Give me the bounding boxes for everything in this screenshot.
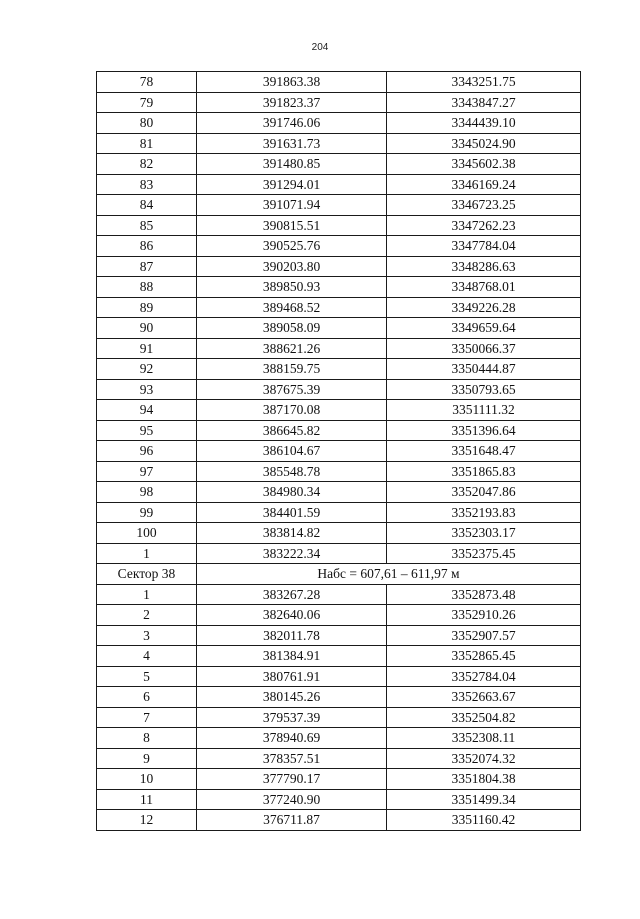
x-coordinate: 388621.26 [197, 338, 387, 359]
x-coordinate: 378940.69 [197, 728, 387, 749]
table-row [97, 400, 581, 421]
x-coordinate: 390525.76 [197, 236, 387, 257]
point-number: 83 [97, 174, 197, 195]
point-number: 8 [97, 728, 197, 749]
x-coordinate: 382011.78 [197, 625, 387, 646]
x-coordinate: 382640.06 [197, 605, 387, 626]
point-number: 84 [97, 195, 197, 216]
table-row [97, 687, 581, 708]
y-coordinate: 3351160.42 [387, 810, 581, 831]
y-coordinate: 3352910.26 [387, 605, 581, 626]
y-coordinate: 3345602.38 [387, 154, 581, 175]
y-coordinate: 3346169.24 [387, 174, 581, 195]
table-row [97, 543, 581, 564]
table-row [97, 338, 581, 359]
table-row [97, 728, 581, 749]
point-number: 95 [97, 420, 197, 441]
x-coordinate: 387675.39 [197, 379, 387, 400]
point-number: 78 [97, 72, 197, 93]
y-coordinate: 3343847.27 [387, 92, 581, 113]
point-number: 91 [97, 338, 197, 359]
y-coordinate: 3348286.63 [387, 256, 581, 277]
sector-height-range: Набс = 607,61 – 611,97 м [197, 564, 581, 585]
table-row [97, 769, 581, 790]
coordinates-table-body [97, 72, 581, 831]
point-number: 81 [97, 133, 197, 154]
point-number: 1 [97, 543, 197, 564]
coordinates-table [96, 71, 581, 831]
x-coordinate: 391294.01 [197, 174, 387, 195]
point-number: 87 [97, 256, 197, 277]
y-coordinate: 3352873.48 [387, 584, 581, 605]
point-number: 7 [97, 707, 197, 728]
y-coordinate: 3350444.87 [387, 359, 581, 380]
point-number: 12 [97, 810, 197, 831]
table-row [97, 318, 581, 339]
table-row [97, 666, 581, 687]
y-coordinate: 3345024.90 [387, 133, 581, 154]
table-row [97, 195, 581, 216]
table-row [97, 174, 581, 195]
y-coordinate: 3350066.37 [387, 338, 581, 359]
table-row [97, 113, 581, 134]
x-coordinate: 386645.82 [197, 420, 387, 441]
y-coordinate: 3351499.34 [387, 789, 581, 810]
x-coordinate: 391631.73 [197, 133, 387, 154]
point-number: 100 [97, 523, 197, 544]
table-row [97, 277, 581, 298]
y-coordinate: 3347262.23 [387, 215, 581, 236]
table-row [97, 297, 581, 318]
x-coordinate: 389850.93 [197, 277, 387, 298]
point-number: 80 [97, 113, 197, 134]
y-coordinate: 3352308.11 [387, 728, 581, 749]
y-coordinate: 3351804.38 [387, 769, 581, 790]
x-coordinate: 388159.75 [197, 359, 387, 380]
table-row [97, 461, 581, 482]
x-coordinate: 384401.59 [197, 502, 387, 523]
point-number: 98 [97, 482, 197, 503]
x-coordinate: 378357.51 [197, 748, 387, 769]
point-number: 94 [97, 400, 197, 421]
point-number: 92 [97, 359, 197, 380]
y-coordinate: 3352907.57 [387, 625, 581, 646]
table-row [97, 92, 581, 113]
x-coordinate: 376711.87 [197, 810, 387, 831]
sector-header-row [97, 564, 581, 585]
table-row [97, 605, 581, 626]
table-row [97, 256, 581, 277]
point-number: 96 [97, 441, 197, 462]
y-coordinate: 3352504.82 [387, 707, 581, 728]
table-row [97, 707, 581, 728]
point-number: 88 [97, 277, 197, 298]
y-coordinate: 3351865.83 [387, 461, 581, 482]
point-number: 85 [97, 215, 197, 236]
x-coordinate: 391746.06 [197, 113, 387, 134]
x-coordinate: 386104.67 [197, 441, 387, 462]
x-coordinate: 381384.91 [197, 646, 387, 667]
table-row [97, 72, 581, 93]
table-row [97, 584, 581, 605]
table-row [97, 810, 581, 831]
x-coordinate: 389058.09 [197, 318, 387, 339]
table-row [97, 236, 581, 257]
y-coordinate: 3352193.83 [387, 502, 581, 523]
x-coordinate: 379537.39 [197, 707, 387, 728]
sector-label: Сектор 38 [97, 564, 197, 585]
point-number: 79 [97, 92, 197, 113]
x-coordinate: 385548.78 [197, 461, 387, 482]
x-coordinate: 390815.51 [197, 215, 387, 236]
y-coordinate: 3352047.86 [387, 482, 581, 503]
x-coordinate: 383222.34 [197, 543, 387, 564]
x-coordinate: 389468.52 [197, 297, 387, 318]
y-coordinate: 3348768.01 [387, 277, 581, 298]
x-coordinate: 391863.38 [197, 72, 387, 93]
y-coordinate: 3352375.45 [387, 543, 581, 564]
point-number: 89 [97, 297, 197, 318]
point-number: 11 [97, 789, 197, 810]
point-number: 4 [97, 646, 197, 667]
table-row [97, 748, 581, 769]
table-row [97, 154, 581, 175]
x-coordinate: 377790.17 [197, 769, 387, 790]
table-row [97, 646, 581, 667]
y-coordinate: 3351111.32 [387, 400, 581, 421]
table-row [97, 625, 581, 646]
y-coordinate: 3343251.75 [387, 72, 581, 93]
point-number: 99 [97, 502, 197, 523]
x-coordinate: 383814.82 [197, 523, 387, 544]
point-number: 2 [97, 605, 197, 626]
x-coordinate: 383267.28 [197, 584, 387, 605]
table-row [97, 133, 581, 154]
y-coordinate: 3347784.04 [387, 236, 581, 257]
table-row [97, 482, 581, 503]
table-row [97, 379, 581, 400]
table-row [97, 359, 581, 380]
point-number: 6 [97, 687, 197, 708]
table-row [97, 441, 581, 462]
y-coordinate: 3352074.32 [387, 748, 581, 769]
point-number: 93 [97, 379, 197, 400]
point-number: 90 [97, 318, 197, 339]
y-coordinate: 3352865.45 [387, 646, 581, 667]
page-number: 204 [311, 42, 329, 53]
y-coordinate: 3351396.64 [387, 420, 581, 441]
y-coordinate: 3352663.67 [387, 687, 581, 708]
x-coordinate: 380145.26 [197, 687, 387, 708]
y-coordinate: 3350793.65 [387, 379, 581, 400]
y-coordinate: 3349659.64 [387, 318, 581, 339]
y-coordinate: 3344439.10 [387, 113, 581, 134]
point-number: 9 [97, 748, 197, 769]
point-number: 97 [97, 461, 197, 482]
point-number: 1 [97, 584, 197, 605]
x-coordinate: 377240.90 [197, 789, 387, 810]
point-number: 82 [97, 154, 197, 175]
y-coordinate: 3352784.04 [387, 666, 581, 687]
y-coordinate: 3351648.47 [387, 441, 581, 462]
x-coordinate: 387170.08 [197, 400, 387, 421]
table-row [97, 789, 581, 810]
point-number: 3 [97, 625, 197, 646]
point-number: 86 [97, 236, 197, 257]
x-coordinate: 391823.37 [197, 92, 387, 113]
table-row [97, 523, 581, 544]
point-number: 10 [97, 769, 197, 790]
point-number: 5 [97, 666, 197, 687]
table-row [97, 502, 581, 523]
x-coordinate: 391071.94 [197, 195, 387, 216]
y-coordinate: 3352303.17 [387, 523, 581, 544]
x-coordinate: 380761.91 [197, 666, 387, 687]
y-coordinate: 3346723.25 [387, 195, 581, 216]
table-row [97, 215, 581, 236]
y-coordinate: 3349226.28 [387, 297, 581, 318]
x-coordinate: 384980.34 [197, 482, 387, 503]
x-coordinate: 391480.85 [197, 154, 387, 175]
x-coordinate: 390203.80 [197, 256, 387, 277]
table-row [97, 420, 581, 441]
